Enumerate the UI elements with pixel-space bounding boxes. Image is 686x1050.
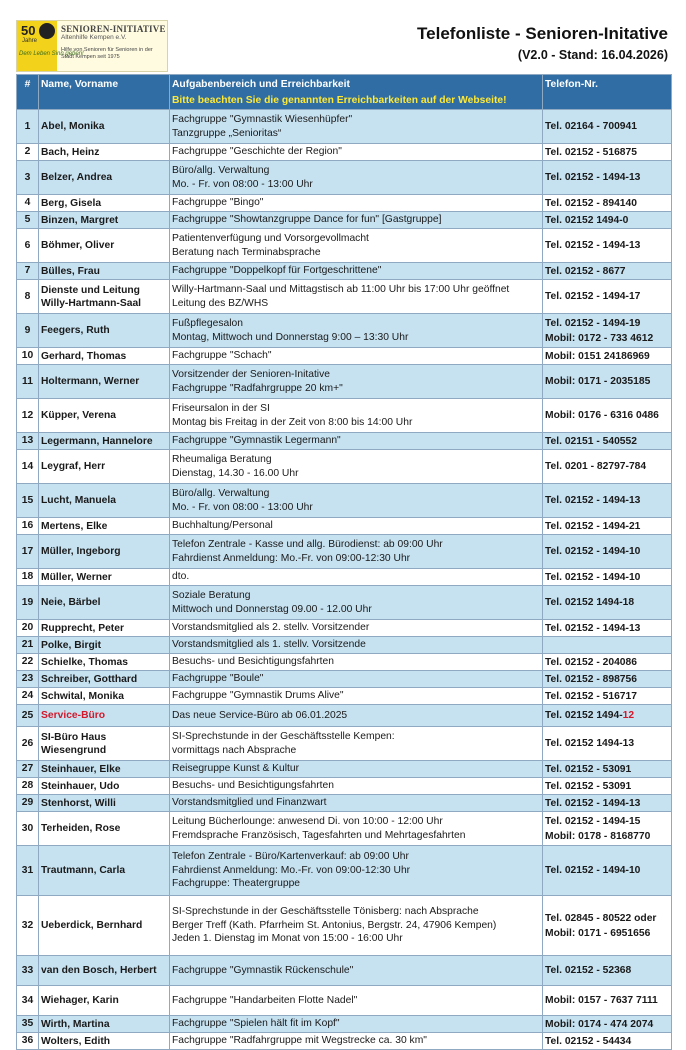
row-phone <box>543 399 672 433</box>
table-row <box>17 846 672 896</box>
row-phone-line: Mobil: 0171 - 6951656 <box>545 927 651 939</box>
row-phone-line: Tel. 02152 - 516717 <box>545 690 637 702</box>
logo-slogan: Dem Leben Sinn geben! <box>19 51 84 57</box>
row-name: Müller, Ingeborg <box>39 535 170 569</box>
row-area-line: Friseursalon in der SI <box>172 403 270 414</box>
row-name: Polke, Birgit <box>39 637 170 654</box>
row-number: 10 <box>17 348 39 365</box>
row-area <box>170 433 543 450</box>
row-area <box>170 365 543 399</box>
row-name: Schreiber, Gotthard <box>39 671 170 688</box>
row-area-line: Fachgruppe "Boule" <box>172 673 264 685</box>
row-area <box>170 705 543 727</box>
row-area <box>170 195 543 212</box>
version-stamp: (V2.0 - Stand: 16.04.2026) <box>517 48 668 62</box>
row-number: 22 <box>17 654 39 671</box>
row-area-line: Fachgruppe "Handarbeiten Flotte Nadel" <box>172 994 358 1006</box>
row-area <box>170 263 543 280</box>
row-area <box>170 110 543 144</box>
table-row <box>17 399 672 433</box>
row-number: 16 <box>17 518 39 535</box>
row-area-line: Fachgruppe "Gymnastik Legermann" <box>172 435 341 447</box>
row-area <box>170 348 543 365</box>
table-row <box>17 637 672 654</box>
row-area-line: Besuchs- und Besichtigungsfahrten <box>172 656 334 668</box>
row-number: 30 <box>17 812 39 846</box>
table-row <box>17 761 672 778</box>
row-area-line: Telefon Zentrale - Kasse und allg. Bürodienst: ab 09:00 Uhr <box>172 539 443 550</box>
row-name: Legermann, Hannelore <box>39 433 170 450</box>
row-phone <box>543 314 672 348</box>
row-phone-line: Tel. 02151 - 540552 <box>545 435 637 447</box>
row-phone-line: Tel. 02152 - 1494-21 <box>545 520 641 532</box>
row-area-line: Tanzgruppe „Senioritas“ <box>172 127 282 139</box>
row-name: Schielke, Thomas <box>39 654 170 671</box>
table-row <box>17 212 672 229</box>
table-row <box>17 348 672 365</box>
row-area <box>170 450 543 484</box>
row-phone-line: Tel. 02152 - 1494-13 <box>545 495 641 506</box>
row-area <box>170 212 543 229</box>
row-area-line: Buchhaltung/Personal <box>172 520 273 532</box>
row-phone-line: Mobil: 0171 - 2035185 <box>545 376 651 387</box>
row-phone-line: Tel. 02152 - 53091 <box>545 780 632 792</box>
row-phone <box>543 654 672 671</box>
table-row <box>17 812 672 846</box>
row-phone <box>543 956 672 986</box>
table-row <box>17 896 672 956</box>
row-number: 3 <box>17 161 39 195</box>
badge-number: 50 <box>21 23 36 38</box>
row-phone <box>543 212 672 229</box>
page-title: Telefonliste - Senioren-Initative <box>417 24 668 43</box>
row-phone-line: Tel. 0201 - 82797-784 <box>545 461 647 472</box>
logo-tagline: Hilfe von Senioren für Senioren in der Stadt Kempen seit 1975 <box>61 47 153 60</box>
row-phone <box>543 433 672 450</box>
row-phone <box>543 535 672 569</box>
row-area <box>170 795 543 812</box>
table-row <box>17 535 672 569</box>
row-number: 28 <box>17 778 39 795</box>
row-name: Küpper, Verena <box>39 399 170 433</box>
row-area-line: Fachgruppe "Radfahrgruppe mit Wegstrecke ca. 30 km" <box>172 1035 427 1047</box>
logo-subtitle: Altenhilfe Kempen e.V. <box>61 34 127 41</box>
row-name: Böhmer, Oliver <box>39 229 170 263</box>
row-phone-line: Tel. 02152 - 1494-13 <box>545 240 641 251</box>
row-area-line: Beratung nach Terminabsprache <box>172 246 321 258</box>
row-phone <box>543 986 672 1016</box>
row-area <box>170 812 543 846</box>
row-phone-line: Mobil: 0151 24186969 <box>545 350 650 362</box>
table-header-row <box>17 75 672 110</box>
row-name: Dienste und Leitung Willy-Hartmann-Saal <box>39 280 170 314</box>
row-area-line: Fußpflegesalon <box>172 318 243 329</box>
row-number: 13 <box>17 433 39 450</box>
row-phone <box>543 846 672 896</box>
row-area-line: Fremdsprache Französisch, Tagesfahrten und Mehrtagesfahrten <box>172 829 466 841</box>
row-phone-line: Tel. 02152 - 516875 <box>545 146 637 158</box>
row-number: 27 <box>17 761 39 778</box>
row-phone <box>543 365 672 399</box>
row-phone-line: Tel. 02152 1494-0 <box>545 214 629 226</box>
table-row <box>17 671 672 688</box>
row-number: 36 <box>17 1033 39 1050</box>
row-phone <box>543 144 672 161</box>
row-area-line: Telefon Zentrale - Büro/Kartenverkauf: ab 09:00 Uhr <box>172 851 409 863</box>
table-row <box>17 195 672 212</box>
row-phone-line: Tel. 02164 - 700941 <box>545 121 637 132</box>
row-area-line: Dienstag, 14.30 - 16.00 Uhr <box>172 467 299 479</box>
row-number: 24 <box>17 688 39 705</box>
row-number: 1 <box>17 110 39 144</box>
row-phone-line: Tel. 02152 - 1494-13 <box>545 622 641 634</box>
row-area-line: Fachgruppe "Spielen hält fit im Kopf" <box>172 1018 340 1030</box>
row-name: Leygraf, Herr <box>39 450 170 484</box>
row-area-line: Fahrdienst Anmeldung: Mo.-Fr. von 09:00-12:30 Uhr <box>172 864 411 876</box>
row-area-line: Fachgruppe "Doppelkopf für Fortgeschrittene" <box>172 265 382 277</box>
table-body <box>17 110 672 1050</box>
row-name: Wiehager, Karin <box>39 986 170 1016</box>
row-phone-line: Tel. 02152 1494-13 <box>545 738 635 749</box>
row-phone-line: Tel. 02152 - 1494-15 <box>545 815 641 827</box>
row-phone <box>543 569 672 586</box>
row-name: Bach, Heinz <box>39 144 170 161</box>
table-row <box>17 688 672 705</box>
row-name: Schwital, Monika <box>39 688 170 705</box>
row-number: 19 <box>17 586 39 620</box>
row-area-line: Besuchs- und Besichtigungsfahrten <box>172 780 334 792</box>
row-name: Steinhauer, Udo <box>39 778 170 795</box>
row-number: 34 <box>17 986 39 1016</box>
row-area <box>170 688 543 705</box>
table-row <box>17 727 672 761</box>
row-number: 21 <box>17 637 39 654</box>
table-row <box>17 654 672 671</box>
row-phone-line: Tel. 02152 - 1494-10 <box>545 865 641 876</box>
table-row <box>17 365 672 399</box>
row-area-line: Fachgruppe "Gymnastik Wiesenhüpfer" <box>172 114 353 125</box>
row-number: 11 <box>17 365 39 399</box>
row-number: 4 <box>17 195 39 212</box>
table-row <box>17 484 672 518</box>
row-number: 18 <box>17 569 39 586</box>
row-name: Müller, Werner <box>39 569 170 586</box>
row-phone <box>543 896 672 956</box>
row-phone <box>543 229 672 263</box>
row-phone <box>543 195 672 212</box>
row-area-line: Mo. - Fr. von 08:00 - 13:00 Uhr <box>172 178 313 190</box>
row-area-line: Patientenverfügung und Vorsorgevollmacht <box>172 233 369 244</box>
row-area-line: Büro/allg. Verwaltung <box>172 488 270 499</box>
row-name: van den Bosch, Herbert <box>39 956 170 986</box>
row-area <box>170 161 543 195</box>
header-nr: # <box>17 75 39 110</box>
row-number: 29 <box>17 795 39 812</box>
row-phone <box>543 637 672 654</box>
logo <box>16 20 168 72</box>
row-name: Wolters, Edith <box>39 1033 170 1050</box>
row-number: 23 <box>17 671 39 688</box>
header-notice: Bitte beachten Sie die genannten Erreichbarkeiten auf der Webseite! <box>172 94 507 106</box>
row-phone-line: Tel. 02152 - 8677 <box>545 265 626 277</box>
row-phone <box>543 110 672 144</box>
row-area-line: SI-Sprechstunde in der Geschäftsstelle Kempen: <box>172 731 395 742</box>
table-row <box>17 620 672 637</box>
row-phone <box>543 484 672 518</box>
row-phone <box>543 620 672 637</box>
row-phone-line: Mobil: 0178 - 8168770 <box>545 830 651 842</box>
header-name: Name, Vorname <box>39 75 170 110</box>
row-phone-line: Mobil: 0157 - 7637 7111 <box>545 995 658 1006</box>
row-phone-line: Tel. 02152 - 52368 <box>545 965 632 976</box>
row-area <box>170 654 543 671</box>
row-phone <box>543 688 672 705</box>
row-area-line: Fachgruppe "Radfahrgruppe 20 km+" <box>172 382 343 394</box>
row-area <box>170 846 543 896</box>
row-name: Bülles, Frau <box>39 263 170 280</box>
row-area-line: Rheumaliga Beratung <box>172 454 272 465</box>
row-area-line: Reisegruppe Kunst & Kultur <box>172 763 300 775</box>
row-number: 12 <box>17 399 39 433</box>
table-row <box>17 705 672 727</box>
row-name: Rupprecht, Peter <box>39 620 170 637</box>
row-phone <box>543 348 672 365</box>
table-row <box>17 518 672 535</box>
row-phone <box>543 518 672 535</box>
row-area-line: Mo. - Fr. von 08:00 - 13:00 Uhr <box>172 501 313 513</box>
table-row <box>17 778 672 795</box>
row-number: 26 <box>17 727 39 761</box>
table-row <box>17 956 672 986</box>
header-area <box>170 75 543 110</box>
row-name: Steinhauer, Elke <box>39 761 170 778</box>
table-row <box>17 986 672 1016</box>
row-name: Mertens, Elke <box>39 518 170 535</box>
table-row <box>17 1016 672 1033</box>
row-area-line: vormittags nach Absprache <box>172 744 297 756</box>
row-area <box>170 484 543 518</box>
row-phone-line: Tel. 02152 1494-18 <box>545 597 635 608</box>
row-area-line: Fachgruppe: Theatergruppe <box>172 878 301 890</box>
row-name: Terheiden, Rose <box>39 812 170 846</box>
table-row <box>17 569 672 586</box>
row-area-line: Leitung Bücherlounge: anwesend Di. von 10:00 - 12:00 Uhr <box>172 816 443 827</box>
table-row <box>17 795 672 812</box>
row-area <box>170 586 543 620</box>
row-area <box>170 620 543 637</box>
row-area <box>170 144 543 161</box>
row-number: 8 <box>17 280 39 314</box>
row-area <box>170 637 543 654</box>
row-area-line: Fachgruppe "Geschichte der Region" <box>172 146 342 158</box>
row-area-line: Fachgruppe "Gymnastik Drums Alive" <box>172 690 344 702</box>
row-phone <box>543 795 672 812</box>
row-area <box>170 778 543 795</box>
row-area-line: Fachgruppe "Gymnastik Rückenschule" <box>172 964 354 976</box>
row-area-line: Mittwoch und Donnerstag 09.00 - 12.00 Uhr <box>172 603 372 615</box>
row-phone <box>543 705 672 727</box>
row-phone <box>543 761 672 778</box>
row-name: Stenhorst, Willi <box>39 795 170 812</box>
table-row <box>17 433 672 450</box>
row-area-line: Das neue Service-Büro ab 06.01.2025 <box>172 709 348 721</box>
badge-sub: Jahre <box>22 38 38 44</box>
row-number: 7 <box>17 263 39 280</box>
row-area <box>170 956 543 986</box>
row-name: Gerhard, Thomas <box>39 348 170 365</box>
row-area <box>170 1016 543 1033</box>
row-area <box>170 229 543 263</box>
row-number: 5 <box>17 212 39 229</box>
table-row <box>17 263 672 280</box>
row-name: Neie, Bärbel <box>39 586 170 620</box>
row-area-line: Vorstandsmitglied und Finanzwart <box>172 797 327 809</box>
row-area <box>170 986 543 1016</box>
row-phone-line: Tel. 02152 - 1494-13 <box>545 797 641 809</box>
row-number: 31 <box>17 846 39 896</box>
row-name: Binzen, Margret <box>39 212 170 229</box>
row-number: 2 <box>17 144 39 161</box>
row-area-line: Willy-Hartmann-Saal und Mittagstisch ab 11:00 Uhr bis 17:00 Uhr geöffnet <box>172 284 510 295</box>
row-name: Abel, Monika <box>39 110 170 144</box>
row-area-line: Leitung des BZ/WHS <box>172 297 269 309</box>
row-name: Ueberdick, Bernhard <box>39 896 170 956</box>
row-phone-line: Mobil: 0174 - 474 2074 <box>545 1018 654 1030</box>
phone-extension-highlight: 12 <box>622 710 635 721</box>
row-phone-line: Tel. 02152 - 1494-13 <box>545 172 641 183</box>
row-area-line: Vorsitzender der Senioren-Initative <box>172 369 330 380</box>
row-phone-line: Tel. 02152 - 1494-10 <box>545 546 641 557</box>
row-phone <box>543 586 672 620</box>
table-row <box>17 110 672 144</box>
table-row <box>17 314 672 348</box>
row-area <box>170 535 543 569</box>
row-number: 33 <box>17 956 39 986</box>
row-area-line: Vorstandsmitglied als 2. stellv. Vorsitzender <box>172 622 370 634</box>
table-row <box>17 450 672 484</box>
table-row <box>17 229 672 263</box>
row-phone-line: Tel. 02152 - 1494-17 <box>545 291 641 302</box>
header-phone: Telefon-Nr. <box>543 75 672 110</box>
row-area-line: Soziale Beratung <box>172 590 251 601</box>
row-area-line: Berger Treff (Kath. Pfarrheim St. Antonius, Bergstr. 24, 47906 Kempen) <box>172 919 497 931</box>
row-phone <box>543 280 672 314</box>
row-phone-line: Mobil: 0176 - 6316 0486 <box>545 410 659 421</box>
header-area-label: Aufgabenbereich und Erreichbarkeit <box>172 79 350 90</box>
row-name: Trautmann, Carla <box>39 846 170 896</box>
row-phone-line: Tel. 02152 - 898756 <box>545 673 637 685</box>
row-area <box>170 671 543 688</box>
row-name: Wirth, Martina <box>39 1016 170 1033</box>
row-area <box>170 314 543 348</box>
row-phone <box>543 161 672 195</box>
table-row <box>17 144 672 161</box>
row-number: 9 <box>17 314 39 348</box>
row-phone <box>543 778 672 795</box>
row-name: Holtermann, Werner <box>39 365 170 399</box>
row-phone-line: Tel. 02152 - 1494-10 <box>545 571 641 583</box>
row-phone <box>543 727 672 761</box>
row-phone-line: Tel. 02152 1494-12 <box>545 710 635 721</box>
row-phone-line: Tel. 02152 - 894140 <box>545 197 637 209</box>
row-name: Lucht, Manuela <box>39 484 170 518</box>
row-number: 32 <box>17 896 39 956</box>
row-phone-line: Mobil: 0172 - 733 4612 <box>545 332 654 344</box>
row-number: 20 <box>17 620 39 637</box>
row-phone-line: Tel. 02152 - 1494-19 <box>545 317 641 329</box>
logo-name: SENIOREN-INITIATIVE <box>61 24 166 34</box>
row-number: 17 <box>17 535 39 569</box>
row-name: Service-Büro <box>39 705 170 727</box>
row-phone <box>543 263 672 280</box>
row-number: 14 <box>17 450 39 484</box>
row-area <box>170 569 543 586</box>
row-area-line: Fachgruppe "Schach" <box>172 350 272 362</box>
row-phone <box>543 671 672 688</box>
row-area <box>170 761 543 778</box>
table-row <box>17 161 672 195</box>
row-phone-line: Tel. 02152 - 54434 <box>545 1035 632 1047</box>
row-area-line: Montag, Mittwoch und Donnerstag 9:00 – 13:30 Uhr <box>172 331 409 343</box>
row-area-line: dto. <box>172 571 190 583</box>
row-name: Belzer, Andrea <box>39 161 170 195</box>
row-phone-line: Tel. 02152 - 53091 <box>545 763 632 775</box>
row-area-line: Büro/allg. Verwaltung <box>172 165 270 176</box>
row-area-line: Montag bis Freitag in der Zeit von 8:00 bis 14:00 Uhr <box>172 416 413 428</box>
row-area-line: Fachgruppe "Showtanzgruppe Dance for fun" [Gastgruppe] <box>172 214 442 226</box>
row-area-line: Fahrdienst Anmeldung: Mo.-Fr. von 09:00-12:30 Uhr <box>172 552 411 564</box>
row-number: 35 <box>17 1016 39 1033</box>
row-number: 25 <box>17 705 39 727</box>
logo-circle-icon <box>39 23 55 39</box>
row-area-line: Fachgruppe "Bingo" <box>172 197 264 209</box>
row-name: SI-Büro Haus Wiesengrund <box>39 727 170 761</box>
row-number: 6 <box>17 229 39 263</box>
row-phone-line: Tel. 02152 - 204086 <box>545 656 637 668</box>
row-name: Feegers, Ruth <box>39 314 170 348</box>
row-number: 15 <box>17 484 39 518</box>
row-area <box>170 399 543 433</box>
row-area-line: SI-Sprechstunde in der Geschäftsstelle Tönisberg: nach Absprache <box>172 906 479 918</box>
row-name: Berg, Gisela <box>39 195 170 212</box>
row-phone <box>543 812 672 846</box>
table-row <box>17 586 672 620</box>
row-area-line: Jeden 1. Dienstag im Monat von 15:00 - 16:00 Uhr <box>172 933 403 945</box>
row-area <box>170 727 543 761</box>
row-phone-line: Tel. 02845 - 80522 oder <box>545 912 657 924</box>
row-phone <box>543 1016 672 1033</box>
row-area <box>170 518 543 535</box>
table-row <box>17 280 672 314</box>
row-area <box>170 896 543 956</box>
row-area <box>170 280 543 314</box>
row-area-line: Vorstandsmitglied als 1. stellv. Vorsitzende <box>172 639 366 651</box>
row-phone <box>543 450 672 484</box>
phone-list-table <box>16 74 672 1050</box>
